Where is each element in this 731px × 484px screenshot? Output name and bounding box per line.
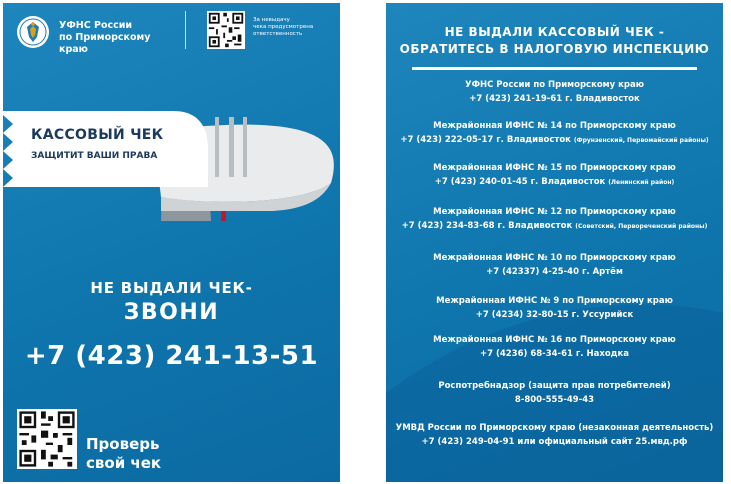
- entry-name: УМВД России по Приморскому краю (незаконная деятельность): [395, 423, 714, 433]
- org-name-line1: УФНС России: [59, 20, 133, 31]
- entry-name: Межрайонная ИФНС № 16 по Приморскому краю: [433, 335, 676, 345]
- entry-phone-text: +7 (4234) 32-80-15 г. Уссурийск: [475, 310, 634, 320]
- entry-name: Роспотребнадзор (защита прав потребителей): [438, 381, 671, 391]
- fns-emblem-icon: [16, 15, 50, 49]
- cta-line2: ЗВОНИ: [123, 300, 220, 325]
- entry-name: Межрайонная ИФНС № 10 по Приморскому краю: [433, 253, 676, 263]
- back-title-line1: НЕ ВЫДАЛИ КАССОВЫЙ ЧЕК -: [444, 25, 665, 39]
- header-divider: [185, 11, 186, 49]
- entry-name: УФНС России по Приморскому краю: [465, 80, 644, 90]
- entry-phone-text: +7 (423) 249-04-91 или официальный сайт 25.мвд.рф: [421, 437, 688, 447]
- entry-name: Межрайонная ИФНС № 15 по Приморскому краю: [433, 163, 676, 173]
- qr-code-small[interactable]: [207, 11, 245, 49]
- entry-phone[interactable]: [386, 92, 723, 106]
- entry-name: Межрайонная ИФНС № 9 по Приморскому краю: [436, 296, 673, 306]
- contact-entry: [386, 251, 723, 279]
- entry-note: (Советский, Первореченский районы): [575, 223, 708, 230]
- entry-phone-text: +7 (423) 222-05-17 г. Владивосток: [400, 135, 571, 145]
- back-title-line2: ОБРАТИТЕСЬ В НАЛОГОВУЮ ИНСПЕКЦИЮ: [399, 42, 710, 56]
- back-title: [386, 24, 723, 58]
- contact-entry: [386, 333, 723, 361]
- contact-entry: [386, 119, 723, 148]
- qr-caption-line1: За невыдачу: [253, 17, 290, 23]
- entry-phone[interactable]: [386, 265, 723, 279]
- receipt-ribbon-illustration: [3, 101, 340, 241]
- entry-note: (Ленинский район): [608, 179, 675, 186]
- qr-caption-line3: ответственность: [253, 31, 303, 37]
- ribbon-subtitle: ЗАЩИТИТ ВАШИ ПРАВА: [31, 151, 158, 161]
- entry-phone[interactable]: [386, 308, 723, 322]
- qr-small-caption: [253, 17, 335, 38]
- entry-phone-text: +7 (423) 241-19-61 г. Владивосток: [469, 94, 640, 104]
- entry-phone-text: 8-800-555-49-43: [514, 395, 595, 405]
- back-flyer: [386, 3, 723, 482]
- ribbon-title: КАССОВЫЙ ЧЕК: [31, 127, 164, 143]
- qr-caption-line2: чека предусмотрена: [253, 24, 314, 30]
- contact-entry: [386, 78, 723, 106]
- contact-entry: [386, 421, 723, 449]
- entry-phone[interactable]: [386, 175, 723, 190]
- entry-phone[interactable]: [386, 393, 723, 407]
- entry-name: Межрайонная ИФНС № 12 по Приморскому краю: [433, 207, 676, 217]
- contact-entry: [386, 205, 723, 234]
- entry-name: Межрайонная ИФНС № 14 по Приморскому краю: [433, 121, 676, 131]
- check-receipt-line2: свой чек: [86, 454, 162, 472]
- check-receipt-line1: Проверь: [86, 435, 160, 453]
- background-wave: [386, 3, 723, 482]
- entry-phone[interactable]: [386, 435, 723, 449]
- entry-phone[interactable]: [386, 347, 723, 361]
- entry-phone-text: +7 (423) 240-01-45 г. Владивосток: [434, 177, 606, 187]
- hotline-phone[interactable]: +7 (423) 241-13-51: [24, 341, 319, 371]
- contact-entry: [386, 379, 723, 407]
- entry-phone-text: +7 (4236) 68-34-61 г. Находка: [479, 349, 630, 359]
- title-rule: [412, 67, 697, 70]
- entry-note: (Фрунзенский, Первомайский районы): [573, 137, 709, 144]
- cta-line1: НЕ ВЫДАЛИ ЧЕК-: [90, 279, 253, 297]
- entry-phone[interactable]: [386, 133, 723, 148]
- entry-phone[interactable]: [386, 219, 723, 234]
- entry-phone-text: +7 (42337) 4-25-40 г. Артём: [486, 267, 623, 277]
- qr-code-large[interactable]: [17, 409, 77, 469]
- entry-phone-text: +7 (423) 234-83-68 г. Владивосток: [401, 221, 573, 231]
- org-name: [59, 20, 174, 56]
- org-name-line2: по Приморскому краю: [59, 32, 151, 55]
- front-flyer: [3, 3, 340, 482]
- contact-entry: [386, 161, 723, 190]
- contact-entry: [386, 294, 723, 322]
